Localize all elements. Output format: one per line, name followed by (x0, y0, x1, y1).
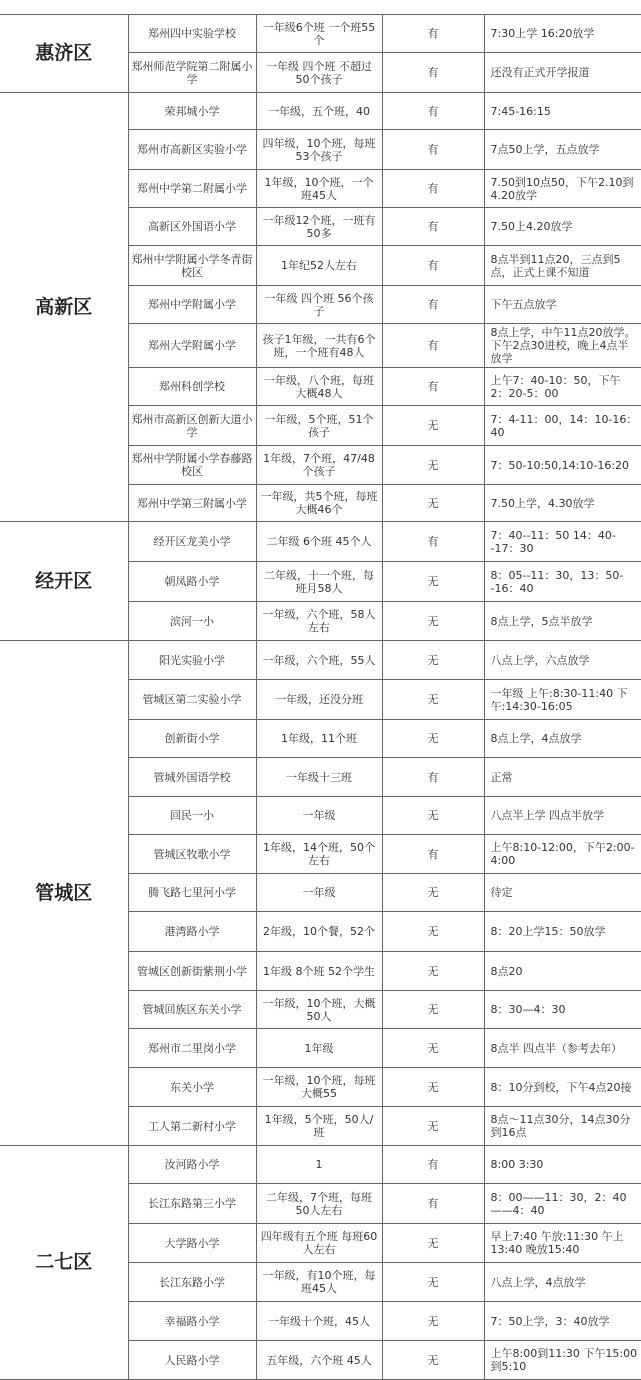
class-info: 一年级，10个班，每班大概55 (256, 1068, 382, 1107)
class-info: 1年级，7个班，47/48个孩子 (256, 446, 382, 485)
table-row (0, 1146, 641, 1184)
school-name: 高新区外国语小学 (128, 208, 256, 246)
schedule-time: 8点半 四点半（参考去年） (484, 1029, 641, 1068)
class-info: 一年级，10个班，大概50人 (256, 991, 382, 1029)
availability-flag: 有 (382, 286, 484, 324)
schedule-time: 上午8:00到11:30 下午15:00到5:10 (484, 1341, 641, 1380)
table-body (0, 15, 641, 1380)
class-info: 四年级，10个班，每班53个孩子 (256, 130, 382, 170)
school-name: 腾飞路七里河小学 (128, 874, 256, 912)
school-name: 管城外国语学校 (128, 758, 256, 797)
schedule-time: 早上7:40 午放:11:30 午上13:40 晚放15:40 (484, 1224, 641, 1263)
school-name: 经开区龙美小学 (128, 522, 256, 562)
availability-flag: 有 (382, 170, 484, 208)
school-name: 郑州市高新区实验小学 (128, 130, 256, 170)
schedule-time: 7.50上学，4.30放学 (484, 485, 641, 522)
class-info: 1年级 8个班 52个学生 (256, 952, 382, 991)
class-info: 一年级 (256, 874, 382, 912)
schedule-time: 8点半到11点20，三点到5点，正式上课不知道 (484, 246, 641, 286)
availability-flag: 无 (382, 485, 484, 522)
class-info: 二年级 6个班 45个人 (256, 522, 382, 562)
schedule-time: 8点上学，4点放学 (484, 720, 641, 758)
class-info: 1年级，10个班，一个班45人 (256, 170, 382, 208)
class-info: 一年级，有10个班，每班45人 (256, 1263, 382, 1302)
availability-flag: 无 (382, 720, 484, 758)
availability-flag: 有 (382, 1146, 484, 1184)
class-info: 1 (256, 1146, 382, 1184)
schedule-time: 上午7：40-10：50，下午2：20-5：00 (484, 368, 641, 406)
availability-flag: 有 (382, 246, 484, 286)
school-name: 幸福路小学 (128, 1302, 256, 1341)
school-name: 东关小学 (128, 1068, 256, 1107)
schedule-time: 八点上学，六点放学 (484, 641, 641, 680)
table-row (0, 641, 641, 680)
availability-flag: 有 (382, 368, 484, 406)
school-name: 郑州大学附属小学 (128, 324, 256, 368)
class-info: 一年级，共5个班，每班大概46个 (256, 485, 382, 522)
availability-flag: 有 (382, 758, 484, 797)
schedule-time: 八点上学，4点放学 (484, 1263, 641, 1302)
availability-flag: 无 (382, 1224, 484, 1263)
school-name: 郑州中学附属小学春藤路校区 (128, 446, 256, 485)
class-info: 一年级6个班 一个班55个 (256, 15, 382, 53)
availability-flag: 无 (382, 797, 484, 835)
school-name: 郑州市二里岗小学 (128, 1029, 256, 1068)
class-info: 一年级，五个班，40 (256, 93, 382, 130)
schedule-time: 7:30上学 16:20放学 (484, 15, 641, 53)
availability-flag: 无 (382, 1341, 484, 1380)
school-name: 郑州师范学院第二附属小学 (128, 53, 256, 93)
class-info: 一年级，六个班，55人 (256, 641, 382, 680)
schedule-time: 八点半上学 四点半放学 (484, 797, 641, 835)
schedule-time: 8：30—4：30 (484, 991, 641, 1029)
class-info: 一年级 四个班 不超过50个孩子 (256, 53, 382, 93)
availability-flag: 无 (382, 952, 484, 991)
availability-flag: 有 (382, 208, 484, 246)
availability-flag: 有 (382, 53, 484, 93)
availability-flag: 无 (382, 562, 484, 602)
schedule-time: 8点～11点30分，14点30分到16点 (484, 1107, 641, 1146)
class-info: 二年级，7个班，每班50人左右 (256, 1184, 382, 1224)
school-name: 郑州科创学校 (128, 368, 256, 406)
school-name: 郑州四中实验学校 (128, 15, 256, 53)
school-name: 管城区第二实验小学 (128, 680, 256, 720)
schedule-time: 正常 (484, 758, 641, 797)
district-name: 管城区 (0, 641, 128, 1146)
class-info: 1年级，5个班，50人/班 (256, 1107, 382, 1146)
schedule-time: 下午五点放学 (484, 286, 641, 324)
school-name: 荣邦城小学 (128, 93, 256, 130)
schedule-time: 8:00 3:30 (484, 1146, 641, 1184)
availability-flag: 有 (382, 1184, 484, 1224)
schedule-time: 7：50上学，3：40放学 (484, 1302, 641, 1341)
class-info: 孩子1年级，一共有6个班，一个班有48人 (256, 324, 382, 368)
availability-flag: 无 (382, 991, 484, 1029)
school-schedule-table (0, 14, 641, 1380)
class-info: 1年级，14个班，50个左右 (256, 835, 382, 874)
class-info: 四年级有五个班 每班60人左右 (256, 1224, 382, 1263)
schedule-time: 7：4-11：00，14：10-16：40 (484, 406, 641, 446)
class-info: 一年级十三班 (256, 758, 382, 797)
schedule-time: 还没有正式开学报道 (484, 53, 641, 93)
class-info: 一年级，六个班，58人左右 (256, 602, 382, 641)
school-name: 长江东路小学 (128, 1263, 256, 1302)
schedule-time: 7：50-10:50,14:10-16:20 (484, 446, 641, 485)
school-name: 工人第二新村小学 (128, 1107, 256, 1146)
class-info: 一年级12个班，一班有50多 (256, 208, 382, 246)
school-name: 大学路小学 (128, 1224, 256, 1263)
availability-flag: 无 (382, 1107, 484, 1146)
availability-flag: 无 (382, 680, 484, 720)
district-name: 经开区 (0, 522, 128, 641)
school-name: 朝凤路小学 (128, 562, 256, 602)
availability-flag: 无 (382, 1302, 484, 1341)
school-name: 郑州中学附属小学 (128, 286, 256, 324)
school-name: 管城回族区东关小学 (128, 991, 256, 1029)
school-name: 汝河路小学 (128, 1146, 256, 1184)
schedule-time: 8：10分到校，下午4点20接 (484, 1068, 641, 1107)
table-row (0, 93, 641, 130)
availability-flag: 无 (382, 1263, 484, 1302)
school-name: 长江东路第三小学 (128, 1184, 256, 1224)
school-name: 港湾路小学 (128, 912, 256, 952)
availability-flag: 有 (382, 522, 484, 562)
availability-flag: 有 (382, 15, 484, 53)
school-name: 人民路小学 (128, 1341, 256, 1380)
class-info: 一年级十个班，45人 (256, 1302, 382, 1341)
school-name: 郑州中学第三附属小学 (128, 485, 256, 522)
class-info: 一年级，八个班，每班大概48人 (256, 368, 382, 406)
school-name: 郑州市高新区创新大道小学 (128, 406, 256, 446)
schedule-time: 7点50上学，五点放学 (484, 130, 641, 170)
availability-flag: 无 (382, 641, 484, 680)
class-info: 2年级，10个餐，52个 (256, 912, 382, 952)
schedule-time: 一年级 上午:8:30-11:40 下午:14:30-16:05 (484, 680, 641, 720)
schedule-time: 8：05--11：30，13：50--16：40 (484, 562, 641, 602)
schedule-time: 8点上学，5点半放学 (484, 602, 641, 641)
school-name: 郑州中学附属小学冬青街校区 (128, 246, 256, 286)
school-name: 回民一小 (128, 797, 256, 835)
school-name: 滨河一小 (128, 602, 256, 641)
class-info: 一年级，还没分班 (256, 680, 382, 720)
availability-flag: 有 (382, 93, 484, 130)
availability-flag: 有 (382, 835, 484, 874)
class-info: 一年级 (256, 797, 382, 835)
class-info: 1年级，11个班 (256, 720, 382, 758)
district-name: 高新区 (0, 93, 128, 522)
table-row (0, 15, 641, 53)
class-info: 一年级，5个班，51个孩子 (256, 406, 382, 446)
class-info: 1年纪52人左右 (256, 246, 382, 286)
availability-flag: 有 (382, 324, 484, 368)
availability-flag: 无 (382, 1068, 484, 1107)
school-name: 管城区牧歌小学 (128, 835, 256, 874)
availability-flag: 无 (382, 912, 484, 952)
availability-flag: 无 (382, 602, 484, 641)
schedule-time: 8：00——11：30，2：40——4：40 (484, 1184, 641, 1224)
class-info: 二年级，十一个班，每班月58人 (256, 562, 382, 602)
schedule-time: 7:45-16:15 (484, 93, 641, 130)
availability-flag: 无 (382, 446, 484, 485)
availability-flag: 无 (382, 874, 484, 912)
district-name: 惠济区 (0, 15, 128, 93)
schedule-time: 8点20 (484, 952, 641, 991)
class-info: 一年级 四个班 56个孩子 (256, 286, 382, 324)
table-row (0, 522, 641, 562)
availability-flag: 无 (382, 1029, 484, 1068)
school-name: 创新街小学 (128, 720, 256, 758)
schedule-time: 7：40--11：50 14：40--17：30 (484, 522, 641, 562)
schedule-time: 7.50到10点50，下午2.10到4.20放学 (484, 170, 641, 208)
school-name: 阳光实验小学 (128, 641, 256, 680)
schedule-time: 8：20上学15：50放学 (484, 912, 641, 952)
availability-flag: 有 (382, 130, 484, 170)
school-name: 管城区创新街紫荆小学 (128, 952, 256, 991)
schedule-time: 上午8:10-12:00，下午2:00-4:00 (484, 835, 641, 874)
availability-flag: 无 (382, 406, 484, 446)
class-info: 1年级 (256, 1029, 382, 1068)
school-name: 郑州中学第二附属小学 (128, 170, 256, 208)
schedule-time: 7.50上4.20放学 (484, 208, 641, 246)
class-info: 五年级，六个班 45人 (256, 1341, 382, 1380)
district-name: 二七区 (0, 1146, 128, 1380)
schedule-time: 待定 (484, 874, 641, 912)
schedule-time: 8点上学，中午11点20放学。下午2点30进校，晚上4点半放学 (484, 324, 641, 368)
